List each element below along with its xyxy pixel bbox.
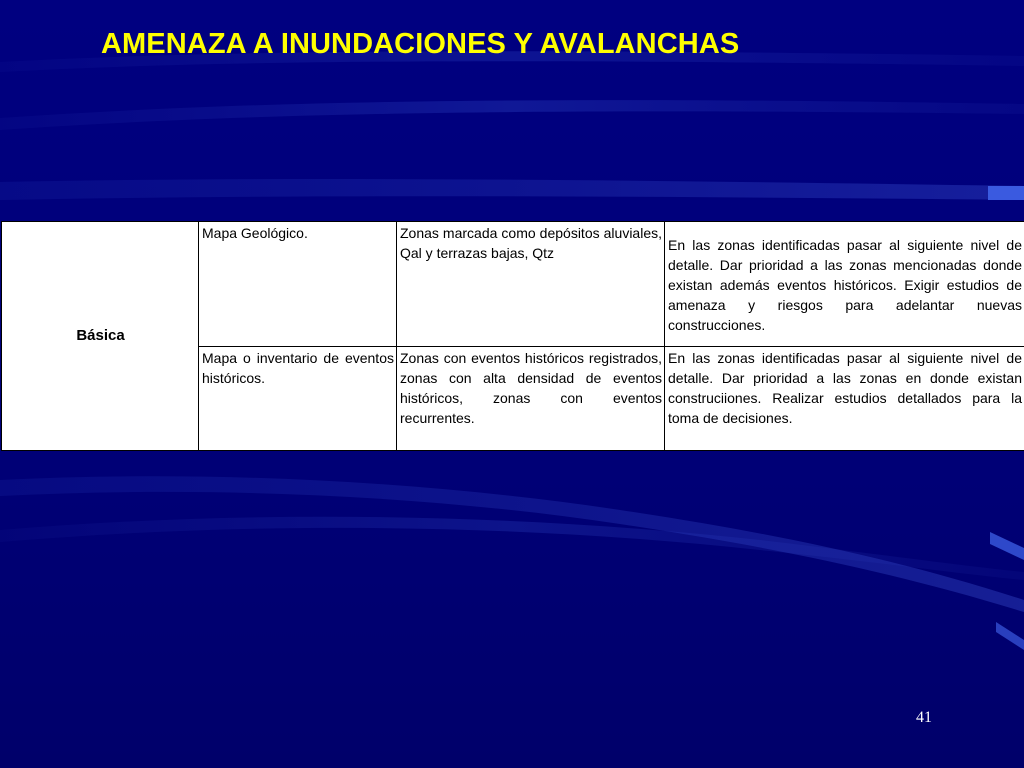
slide-title: AMENAZA A INUNDACIONES Y AVALANCHAS — [101, 28, 740, 60]
level-cell: Básica — [2, 222, 199, 451]
action-cell: En las zonas identificadas pasar al siguiente nivel de detalle. Dar prioridad a las zonas en donde existan construciiones. Realizar estudios detallados para la toma de decisiones. — [665, 347, 1024, 451]
page-number: 41 — [916, 709, 932, 726]
table-row — [2, 222, 1024, 347]
source-cell: Mapa Geológico. — [199, 222, 397, 347]
source-cell: Mapa o inventario de eventos históricos. — [199, 347, 397, 451]
action-cell: En las zonas identificadas pasar al siguiente nivel de detalle. Dar prioridad a las zonas mencionadas donde existan además eventos históricos. Exigir estudios de amenaza y riesgos para adelantar nuevas construcciones. — [665, 222, 1024, 347]
zones-cell: Zonas con eventos históricos registrados, zonas con alta densidad de eventos históricos, zonas con eventos recurrentes. — [397, 347, 665, 451]
hazard-table — [1, 221, 1024, 451]
zones-cell: Zonas marcada como depósitos aluviales, Qal y terrazas bajas, Qtz — [397, 222, 665, 347]
